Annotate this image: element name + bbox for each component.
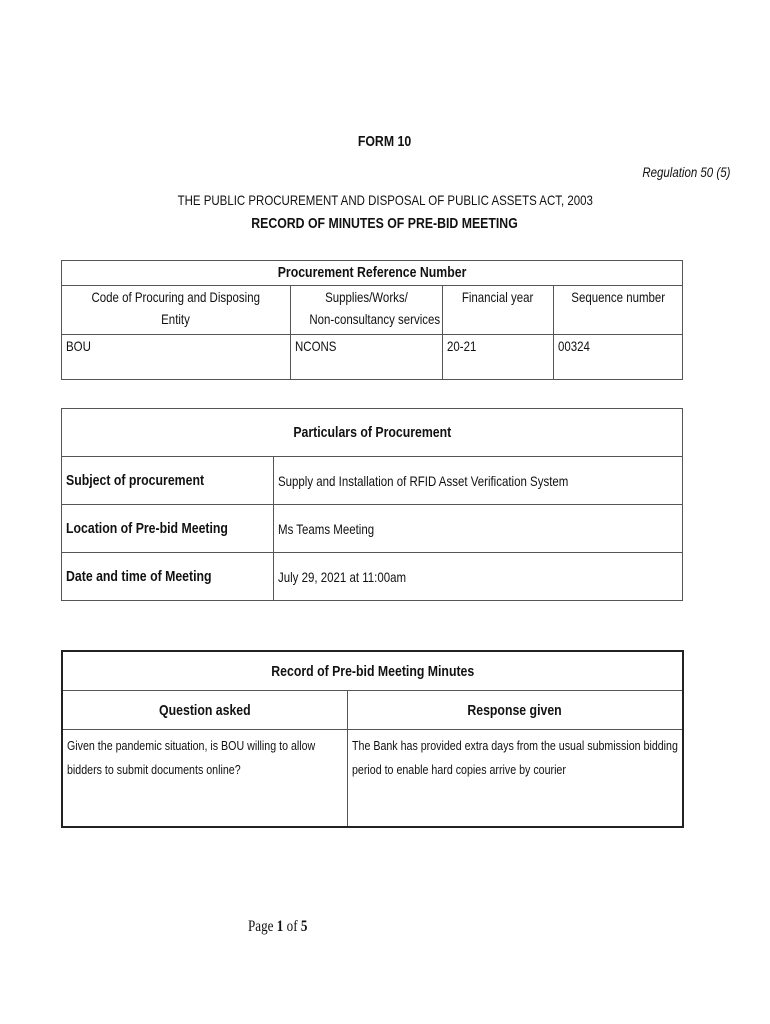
page-number: Page 1 of 5 <box>248 918 308 935</box>
subject-label: Subject of procurement <box>62 457 274 505</box>
location-label: Location of Pre-bid Meeting <box>62 505 274 553</box>
entity-code-value: BOU <box>62 335 291 380</box>
document-title: RECORD OF MINUTES OF PRE-BID MEETING <box>251 215 519 232</box>
entity-code-header: Code of Procuring and Disposing Entity <box>62 286 291 335</box>
form-title: FORM 10 <box>358 133 412 150</box>
category-header: Supplies/Works/ Non-consultancy services <box>291 286 443 335</box>
reference-header: Procurement Reference Number <box>62 261 683 286</box>
location-value: Ms Teams Meeting <box>274 505 683 553</box>
financial-year-value: 20-21 <box>443 335 554 380</box>
response-text: The Bank has provided extra days from the usual submission bidding period to enable hard copies arrive by courier <box>347 730 683 828</box>
sequence-number-header: Sequence number <box>554 286 683 335</box>
meeting-minutes-table <box>61 650 684 828</box>
particulars-table <box>61 408 683 601</box>
financial-year-header: Financial year <box>443 286 554 335</box>
category-value: NCONS <box>291 335 443 380</box>
date-label: Date and time of Meeting <box>62 553 274 601</box>
regulation-reference: Regulation 50 (5) <box>641 164 730 180</box>
act-title: THE PUBLIC PROCUREMENT AND DISPOSAL OF PUBLIC ASSETS ACT, 2003 <box>177 192 593 208</box>
subject-value: Supply and Installation of RFID Asset Verification System <box>274 457 683 505</box>
minutes-header: Record of Pre-bid Meeting Minutes <box>62 651 683 691</box>
sequence-number-value: 00324 <box>554 335 683 380</box>
particulars-header: Particulars of Procurement <box>62 409 683 457</box>
question-text: Given the pandemic situation, is BOU willing to allow bidders to submit documents online? <box>62 730 347 828</box>
procurement-reference-table <box>61 260 683 380</box>
response-header: Response given <box>347 691 683 730</box>
question-header: Question asked <box>62 691 347 730</box>
date-value: July 29, 2021 at 11:00am <box>274 553 683 601</box>
